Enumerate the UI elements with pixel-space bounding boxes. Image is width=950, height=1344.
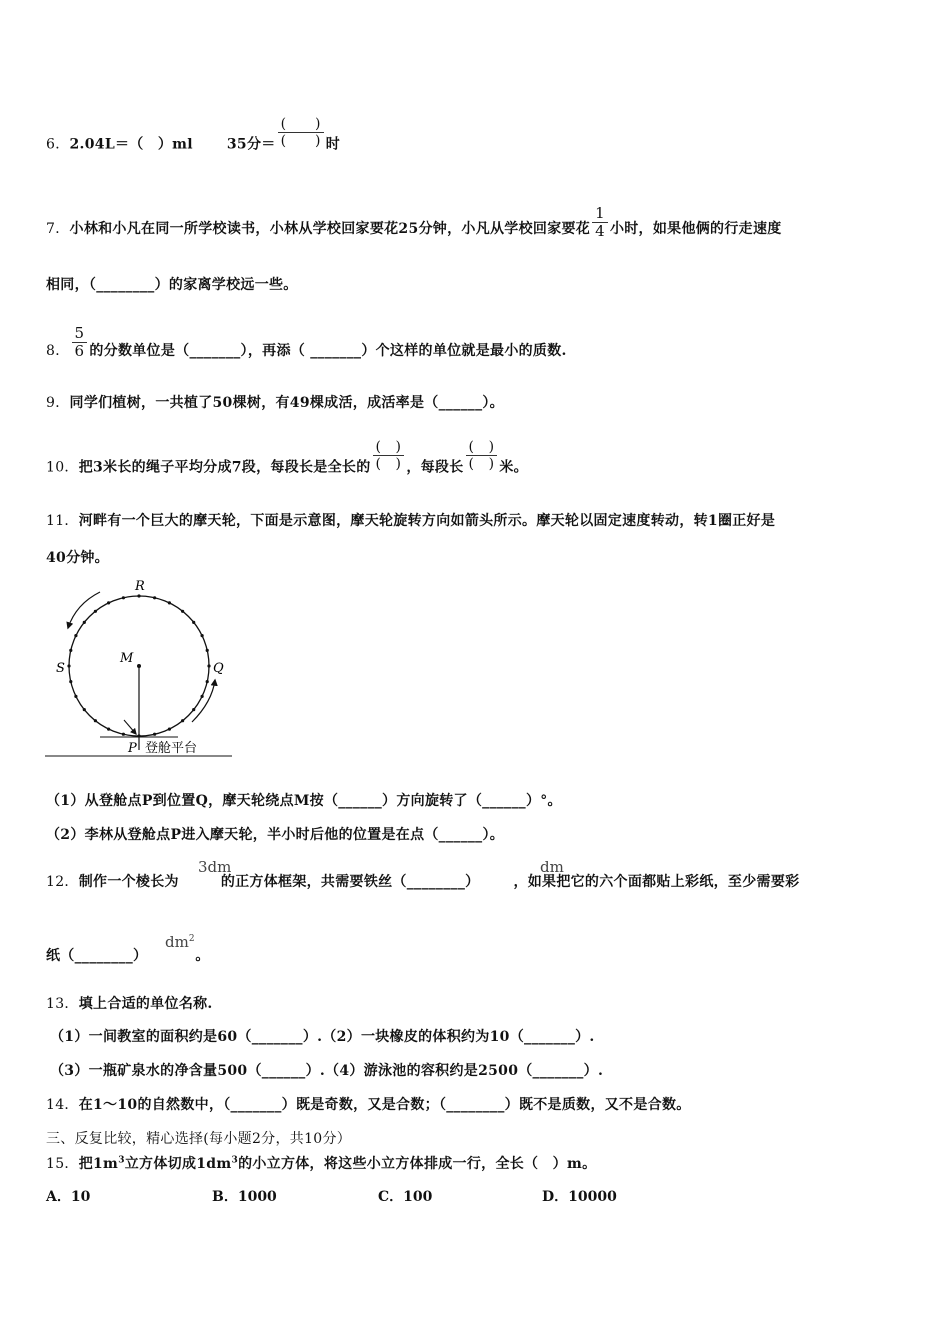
ferris-wheel-diagram	[40, 572, 240, 762]
label-platform: 登舱平台	[145, 741, 198, 756]
question-11-sub1: （1）从登舱点P到位置Q，摩天轮绕点M按（______）方向旋转了（______）°。	[46, 793, 562, 809]
cabin-dot	[192, 708, 195, 711]
question-number: 7．	[46, 220, 70, 237]
question-number: 6．	[46, 136, 70, 153]
cabin-dot	[201, 634, 204, 637]
rotation-arrow-right	[192, 680, 215, 722]
question-8: 8． $\frac{5}{6}$ 的分数单位是（_______），再添（ _______）个这样的单位就是最小的质数.	[46, 324, 567, 361]
q10-fraction-1: $\frac{( )}{( )}$	[373, 439, 405, 472]
q6-part-c: 时	[325, 136, 341, 153]
option-a[interactable]: A．10	[46, 1189, 91, 1205]
cabin-dot	[83, 621, 86, 624]
q10-fraction-2: $\frac{( )}{( )}$	[466, 439, 498, 472]
label-S: S	[56, 661, 65, 676]
cabin-dot	[107, 601, 110, 604]
cabin-dot	[206, 680, 209, 683]
q12-unit-2: dm	[540, 858, 564, 876]
label-M: M	[120, 651, 134, 666]
cabin-dot	[94, 719, 97, 722]
label-Q: Q	[213, 661, 224, 676]
label-R: R	[135, 579, 145, 594]
question-11-sub2: （2）李林从登舱点P进入摩天轮，半小时后他的位置是在点（______）。	[46, 827, 505, 843]
label-P: P	[128, 741, 137, 756]
boarding-arrow	[124, 720, 136, 734]
question-number: 14．	[46, 1097, 79, 1113]
cabin-dot	[69, 680, 72, 683]
cabin-dot	[122, 733, 125, 736]
question-number: 8．	[46, 342, 70, 359]
question-number: 13．	[46, 996, 79, 1012]
cabin-dot	[67, 664, 70, 667]
cabin-dot	[122, 596, 125, 599]
cabin-dot	[94, 610, 97, 613]
q8-fraction: $\frac{5}{6}$	[72, 325, 88, 361]
q12-unit-1: 3dm	[198, 858, 232, 876]
cabin-dot	[69, 649, 72, 652]
cabin-dot	[192, 621, 195, 624]
cabin-dot	[153, 733, 156, 736]
q7-fraction: $\frac{1}{4}$	[592, 205, 608, 241]
question-12: 12．制作一个棱长为 的正方体框架，共需要铁丝（________） ，如果把它的六个面都贴上彩纸，至少需要彩	[46, 874, 800, 890]
option-d[interactable]: D．10000	[542, 1189, 617, 1205]
cabin-dot	[207, 664, 210, 667]
question-13-row2: （3）一瓶矿泉水的净含量500（______）.（4）游泳池的容积约是2500（_______）.	[50, 1063, 604, 1079]
question-13: 13．填上合适的单位名称.	[46, 996, 213, 1012]
question-9: 9．同学们植树，一共植了50棵树，有49棵成活，成活率是（______）。	[46, 395, 504, 411]
q12-unit-3: $dm^2$	[165, 933, 195, 951]
cabin-dot	[168, 601, 171, 604]
question-number: 11．	[46, 513, 79, 529]
option-c[interactable]: C．100	[378, 1189, 433, 1205]
question-15: 15．把$1m^3$立方体切成$1dm^3$的小立方体，将这些小立方体排成一行，全长（ ）m。	[46, 1155, 597, 1172]
question-13-row1: （1）一间教室的面积约是60（_______）.（2）一块橡皮的体积约为10（_______）.	[50, 1029, 595, 1045]
cabin-dot	[137, 594, 140, 597]
question-number: 9．	[46, 395, 70, 411]
q6-fraction: $\frac{( )}{( )}$	[278, 116, 324, 149]
question-11: 11．河畔有一个巨大的摩天轮，下面是示意图，摩天轮旋转方向如箭头所示。摩天轮以固定速度转动，转1圈正好是	[46, 513, 776, 529]
cabin-dot	[181, 610, 184, 613]
cabin-dot	[168, 728, 171, 731]
question-6	[46, 116, 341, 161]
q6-part-a: 2.04L＝（ ）ml	[69, 136, 193, 153]
cabin-dot	[107, 728, 110, 731]
question-7	[46, 204, 782, 247]
question-12-line2: 纸（________） 。	[46, 948, 210, 964]
question-10: 10．把3米长的绳子平均分成7段，每段长是全长的 $\frac{( )}{( )}$ ，每段长 $\frac{( )}{( )}$ 米。	[46, 439, 528, 476]
question-7-line2: 相同，（________）的家离学校远一些。	[46, 277, 298, 293]
cabin-dot	[206, 649, 209, 652]
cabin-dot	[201, 695, 204, 698]
cabin-dot	[74, 695, 77, 698]
question-number: 15．	[46, 1156, 79, 1172]
question-number: 10．	[46, 459, 79, 476]
cabin-dot	[153, 596, 156, 599]
question-number: 12．	[46, 874, 79, 890]
question-11-line2: 40分钟。	[46, 550, 109, 566]
q7-line1b: 小时，如果他俩的行走速度	[609, 220, 782, 237]
cabin-dot	[74, 634, 77, 637]
cabin-dot	[83, 708, 86, 711]
option-b[interactable]: B．1000	[212, 1189, 277, 1205]
q7-line1a: 小林和小凡在同一所学校读书，小林从学校回家要花25分钟，小凡从学校回家要花	[69, 220, 591, 237]
section-3-heading: 三、反复比较，精心选择(每小题2分，共10分）	[46, 1131, 352, 1147]
q6-part-b: 35分＝	[226, 136, 276, 153]
cabin-dot	[181, 719, 184, 722]
question-14: 14．在1～10的自然数中，（_______）既是奇数，又是合数；（________）既不是质数，又不是合数。	[46, 1097, 691, 1113]
